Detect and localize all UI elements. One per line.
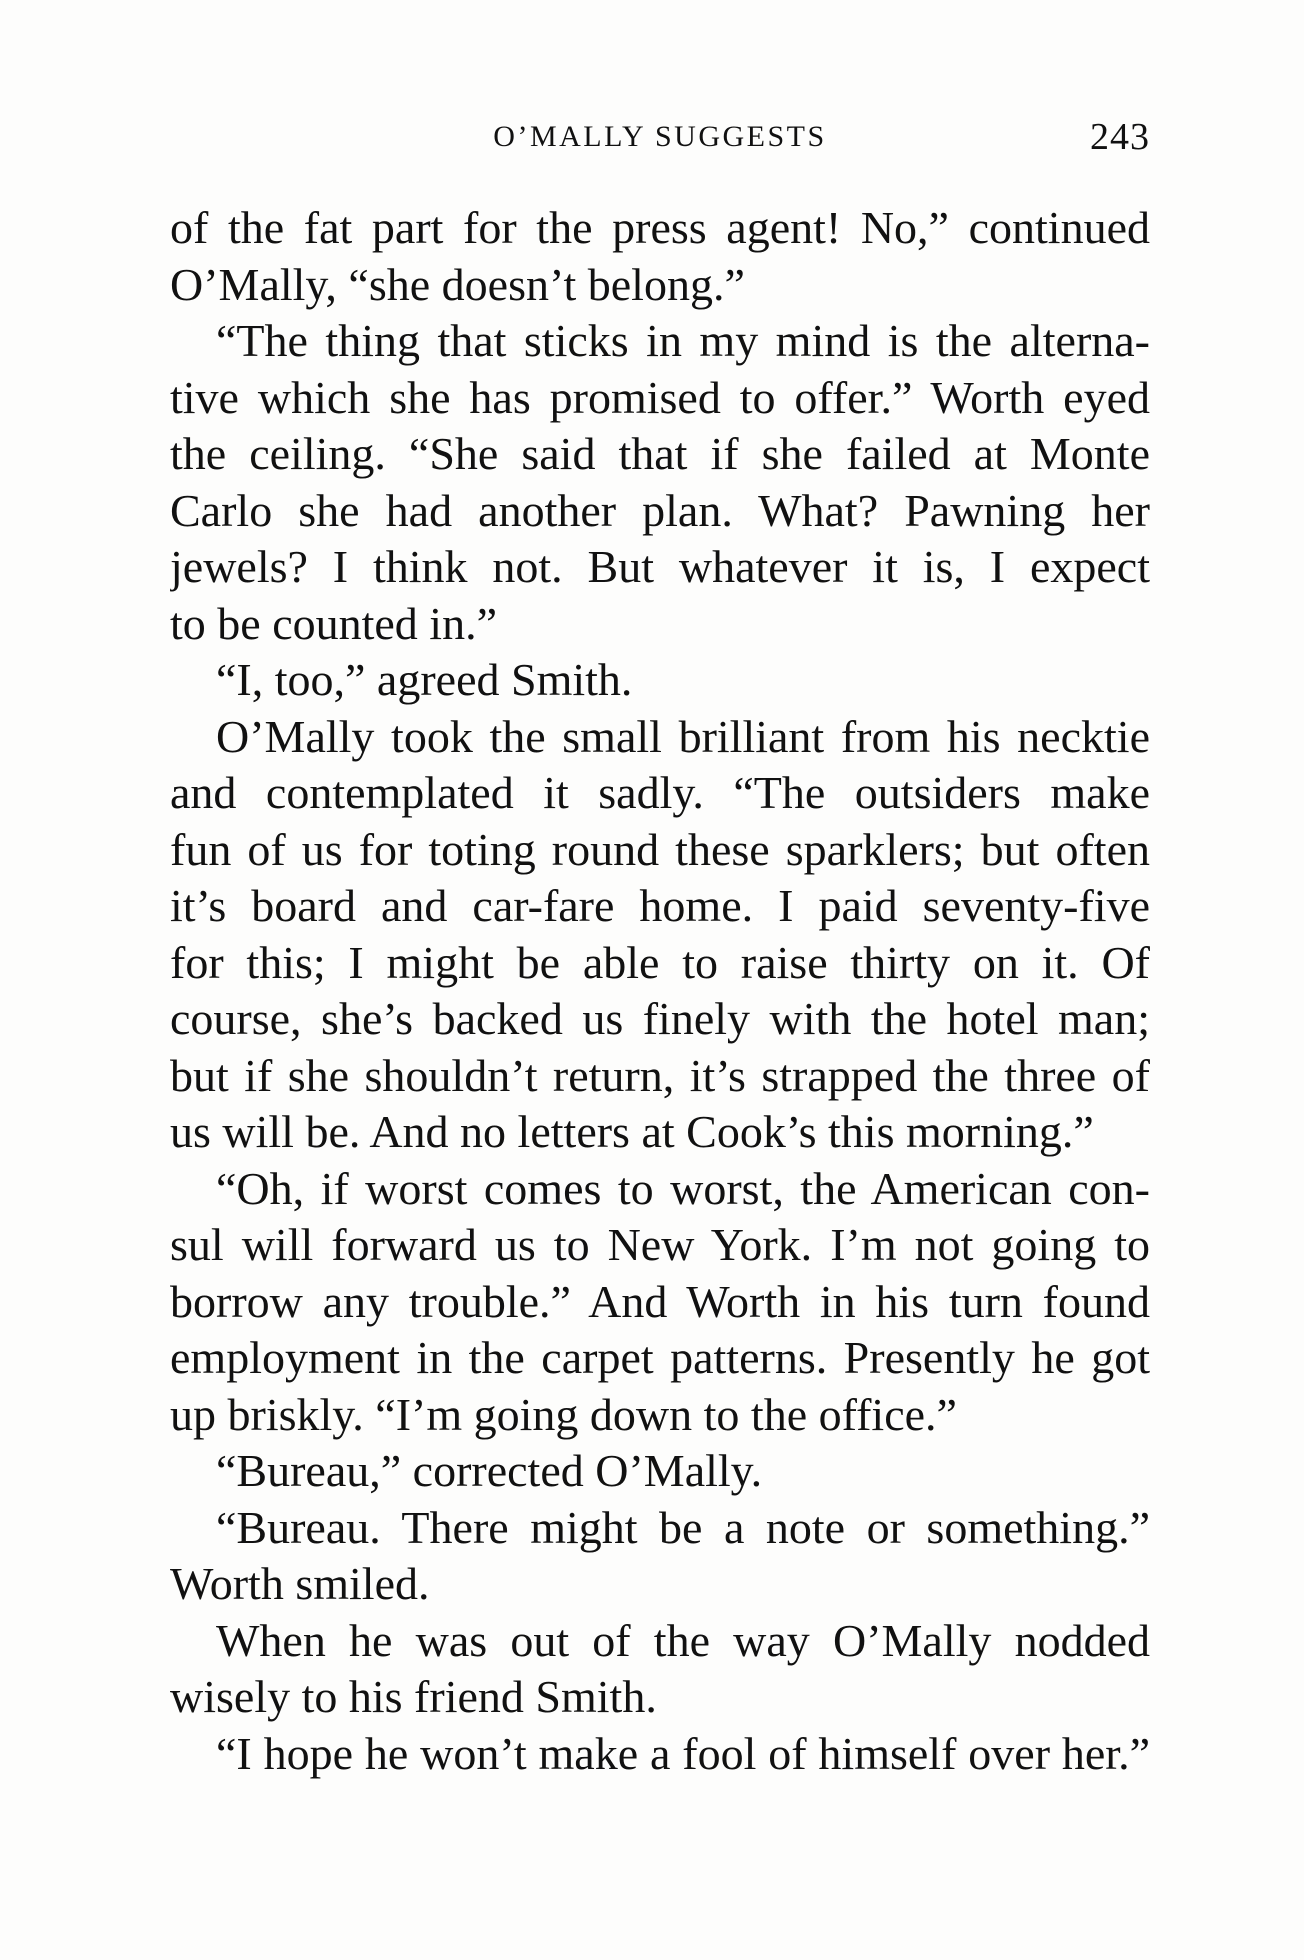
text-line: When he was out of the way O’Mally nodded [216,1614,1150,1666]
running-title: O’MALLY SUGGESTS [493,120,827,153]
text-line: Worth smiled. [170,1558,430,1609]
text-line: but if she shouldn’t return, it’s strapped the three of [170,1049,1150,1101]
text-line: of the fat part for the press agent! No,” continued [170,202,1150,253]
text-line: “Oh, if worst comes to worst, the American con- [216,1162,1150,1214]
text-line: fun of us for toting round these sparklers; but often [170,823,1150,875]
page-number: 243 [1090,116,1150,158]
text-line: jewels? I think not. But whatever it is, I expect [170,541,1150,592]
text-line: wisely to his friend Smith. [170,1671,657,1722]
text-line: and contemplated it sadly. “The outsiders make [170,767,1150,818]
text-line: “Bureau. There might be a note or something.” [216,1501,1150,1553]
text-line: O’Mally took the small brilliant from his necktie [216,710,1150,762]
text-line: us will be. And no letters at Cook’s this morning.” [170,1106,1094,1157]
text-line: “The thing that sticks in my mind is the alterna- [216,315,1150,366]
text-line: Carlo she had another plan. What? Pawning her [170,484,1150,536]
text-line: tive which she has promised to offer.” Worth eyed [170,371,1150,423]
text-line: “I hope he won’t make a fool of himself over her.” [216,1727,1150,1779]
text-line: O’Mally, “she doesn’t belong.” [170,258,745,310]
text-line: course, she’s backed us finely with the hotel man; [170,993,1150,1044]
text-line: sul will forward us to New York. I’m not going to [170,1219,1150,1270]
body-text [170,200,1150,1782]
text-line: borrow any trouble.” And Worth in his turn found [170,1275,1150,1327]
text-line: the ceiling. “She said that if she failed at Monte [170,428,1150,479]
running-head [170,112,1150,162]
text-line: it’s board and car-fare home. I paid seventy-five [170,880,1150,931]
text-line: to be counted in.” [170,597,498,649]
text-line: “Bureau,” corrected O’Mally. [216,1445,763,1496]
text-line: “I, too,” agreed Smith. [216,654,633,705]
text-line: employment in the carpet patterns. Presently he got [170,1332,1150,1383]
text-line: up briskly. “I’m going down to the office.” [170,1388,957,1440]
text-line: for this; I might be able to raise thirty on it. Of [170,936,1150,988]
